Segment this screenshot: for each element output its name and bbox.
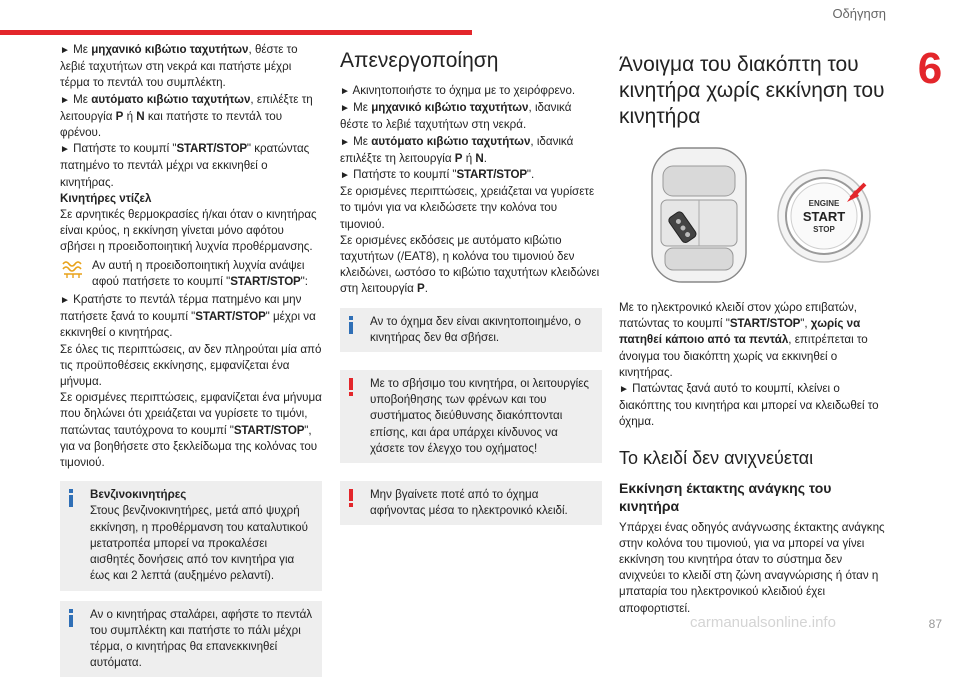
ignition-text: Με το ηλεκτρονικό κλειδί στον χώρο επιβατών, πατώντας το κουμπί "START/STOP", χωρίς να πατηθεί κάποιο από τα πεντάλ, επιτρέπεται το άνοιγμα του διακόπτη χωρίς να εκκινηθεί ο κινητήρας. <box>619 301 868 379</box>
warning-box-text: Μην βγαίνετε ποτέ από το όχημα αφήνοντας μέσα το ηλεκτρονικό κλειδί. <box>370 488 568 518</box>
start-stop-button-icon <box>778 170 870 262</box>
section-title-ignition: Άνοιγμα του διακόπτη του κινητήρα χωρίς εκκίνηση του κινητήρα <box>619 53 885 128</box>
warning-icon <box>349 489 353 506</box>
diesel-title: Κινητήρες ντίζελ <box>60 191 152 205</box>
arrow-icon: ► <box>619 384 629 396</box>
arrow-icon: ► <box>60 295 70 307</box>
step-automatic-gearbox: ► Με αυτόματο κιβώτιο ταχυτήτων, επιλέξτε τη λειτουργία P ή N και πατήστε το πεντάλ του φρένου. <box>60 92 313 140</box>
header-title: Οδήγηση <box>832 6 886 21</box>
button-label-engine: ENGINE <box>808 199 840 208</box>
step-press-stop: ► Πατήστε το κουμπί "START/STOP". <box>340 168 535 182</box>
page-number: 87 <box>928 617 942 631</box>
section-title-switch-off: Απενεργοποίηση <box>340 49 499 72</box>
step-automatic-mode: ► Με αυτόματο κιβώτιο ταχυτήτων, ιδανικά επιλέξτε τη λειτουργία P ή N. <box>340 134 574 165</box>
top-accent-bar <box>0 30 472 35</box>
chapter-number: 6 <box>917 44 943 93</box>
step-press-start: ► Πατήστε το κουμπί "START/STOP" κρατώντας πατημένο το πεντάλ μέχρι να εκκινηθεί ο κινητήρας. <box>60 142 310 189</box>
watermark: carmanualsonline.info <box>690 614 836 631</box>
glow-plug-note <box>60 258 322 290</box>
diesel-text: Σε αρνητικές θερμοκρασίες ή/και όταν ο κινητήρας είναι κρύος, η εκκίνηση γίνεται μόνο αφότου σβήσει η προειδοποιητική λυχνία προθέρμανσης. <box>60 208 317 254</box>
warning-box-text: Με το σβήσιμο του κινητήρα, οι λειτουργίες υποβοήθησης των φρένων και του συστήματος διεύθυνσης διακόπτονται επίσης, και άρα υπάρχει κίνδυνος να χάσετε τον έλεγχο του οχήματος! <box>370 377 590 455</box>
info-box-text: Αν το όχημα δεν είναι ακινητοποιημένο, ο κινητήρας δεν θα σβήσει. <box>370 314 581 344</box>
info-box-petrol <box>60 481 322 590</box>
column-1 <box>60 42 322 687</box>
arrow-icon: ► <box>60 45 70 56</box>
arrow-icon: ► <box>60 144 70 156</box>
info-icon <box>349 316 353 333</box>
subsection-title-emergency-start: Εκκίνηση έκτακτης ανάγκης του κινητήρα <box>619 479 832 514</box>
info-box-text: Στους βενζινοκινητήρες, μετά από ψυχρή εκκίνηση, η προθέρμανση του καταλυτικού μετατροπέα μπορεί να προκαλέσει αισθητές δονήσεις από τον κινητήρα για έως και 2 λεπτά (αυξημένο ρελαντί). <box>90 504 308 583</box>
step-manual-neutral: ► Με μηχανικό κιβώτιο ταχυτήτων, ιδανικά θέστε το λεβιέ ταχυτήτων στη νεκρά. <box>340 101 572 132</box>
illustration <box>619 144 889 286</box>
step-manual-gearbox: ► Με μηχανικό κιβώτιο ταχυτήτων, θέστε το λεβιέ ταχυτήτων στη νεκρά και πατήστε μέχρι τέρμα το πεντάλ του συμπλέκτη. <box>60 43 298 90</box>
warning-box-assist <box>340 370 602 463</box>
button-label-stop: STOP <box>813 225 835 234</box>
emergency-start-text: Υπάρχει ένας οδηγός ανάγνωσης έκτακτης ανάγκης στην κολόνα του τιμονιού, για να μπορεί να γίνει εκκίνηση του κινητήρα όταν το σύστημα δεν ανιχνεύει το κλειδί στη ζώνη αναγνώρισης ή όταν η μπαταρία του ηλεκτρονικού κλειδιού έχει αποφορτιστεί. <box>619 520 885 615</box>
column-3 <box>619 42 889 617</box>
glow-plug-text: Αν αυτή η προειδοποιητική λυχνία ανάψει αφού πατήσετε το κουμπί "START/STOP": <box>92 258 308 288</box>
arrow-icon: ► <box>60 94 70 106</box>
arrow-icon: ► <box>340 86 350 97</box>
step-hold-pedal: ► Κρατήστε το πεντάλ τέρμα πατημένο και μην πατήσετε ξανά το κουμπί "START/STOP" μέχρι να εκκινηθεί ο κινητήρας. <box>60 293 316 340</box>
steering-lock-text: Σε ορισμένες περιπτώσεις, χρειάζεται να γυρίσετε το τιμόνι για να κλειδώσετε την κολόνα του τιμονιού. <box>340 185 595 231</box>
ignition-off-step: ► Πατώντας ξανά αυτό το κουμπί, κλείνει ο διακόπτης του κινητήρα και μπορεί να κλειδωθεί το όχημα. <box>619 382 879 429</box>
conditions-text: Σε όλες τις περιπτώσεις, αν δεν πληρούται μία από τις προϋποθέσεις εκκίνησης, εμφανίζεται ένα μήνυμα. <box>60 342 322 389</box>
arrow-icon: ► <box>340 103 350 115</box>
warning-box-key <box>340 481 602 525</box>
info-icon <box>69 609 73 626</box>
car-top-view-icon <box>619 144 889 286</box>
info-box-stationary <box>340 308 602 352</box>
section-title-key-not-detected: Το κλειδί δεν ανιχνεύεται <box>619 447 814 468</box>
glow-plug-warning-icon <box>60 258 86 280</box>
arrow-icon: ► <box>340 136 350 148</box>
info-icon <box>69 489 73 506</box>
steering-unlock-text: Σε ορισμένες περιπτώσεις, εμφανίζεται ένα μήνυμα που δηλώνει ότι χρειάζεται να γυρίσετε το τιμόνι, πατώντας ταυτόχρονα το κουμπί "START/STOP", για να βοηθήσετε στο ξεκλείδωμα της κολόνας του τιμονιού. <box>60 391 322 470</box>
eat8-text: Σε ορισμένες εκδόσεις με αυτόματο κιβώτιο ταχυτήτων (/EAT8), η κολόνα του τιμονιού δεν κλειδώνει, ωστόσο το κιβώτιο ταχυτήτων κλειδώνει στη λειτουργία P. <box>340 233 600 296</box>
step-handbrake: ► Ακινητοποιήστε το όχημα με το χειρόφρενο. <box>340 84 576 97</box>
info-box-title: Βενζινοκινητήρες <box>90 488 187 502</box>
warning-icon <box>349 378 353 395</box>
column-2 <box>340 42 602 535</box>
info-box-stall <box>60 601 322 678</box>
arrow-icon: ► <box>340 170 350 182</box>
button-label-start: START <box>802 209 846 224</box>
info-box-text: Αν ο κινητήρας σταλάρει, αφήστε το πεντάλ του συμπλέκτη και πατήστε το πάλι μέχρι τέρμα, ο κινητήρας θα επανεκκινηθεί αυτόματα. <box>90 607 313 670</box>
